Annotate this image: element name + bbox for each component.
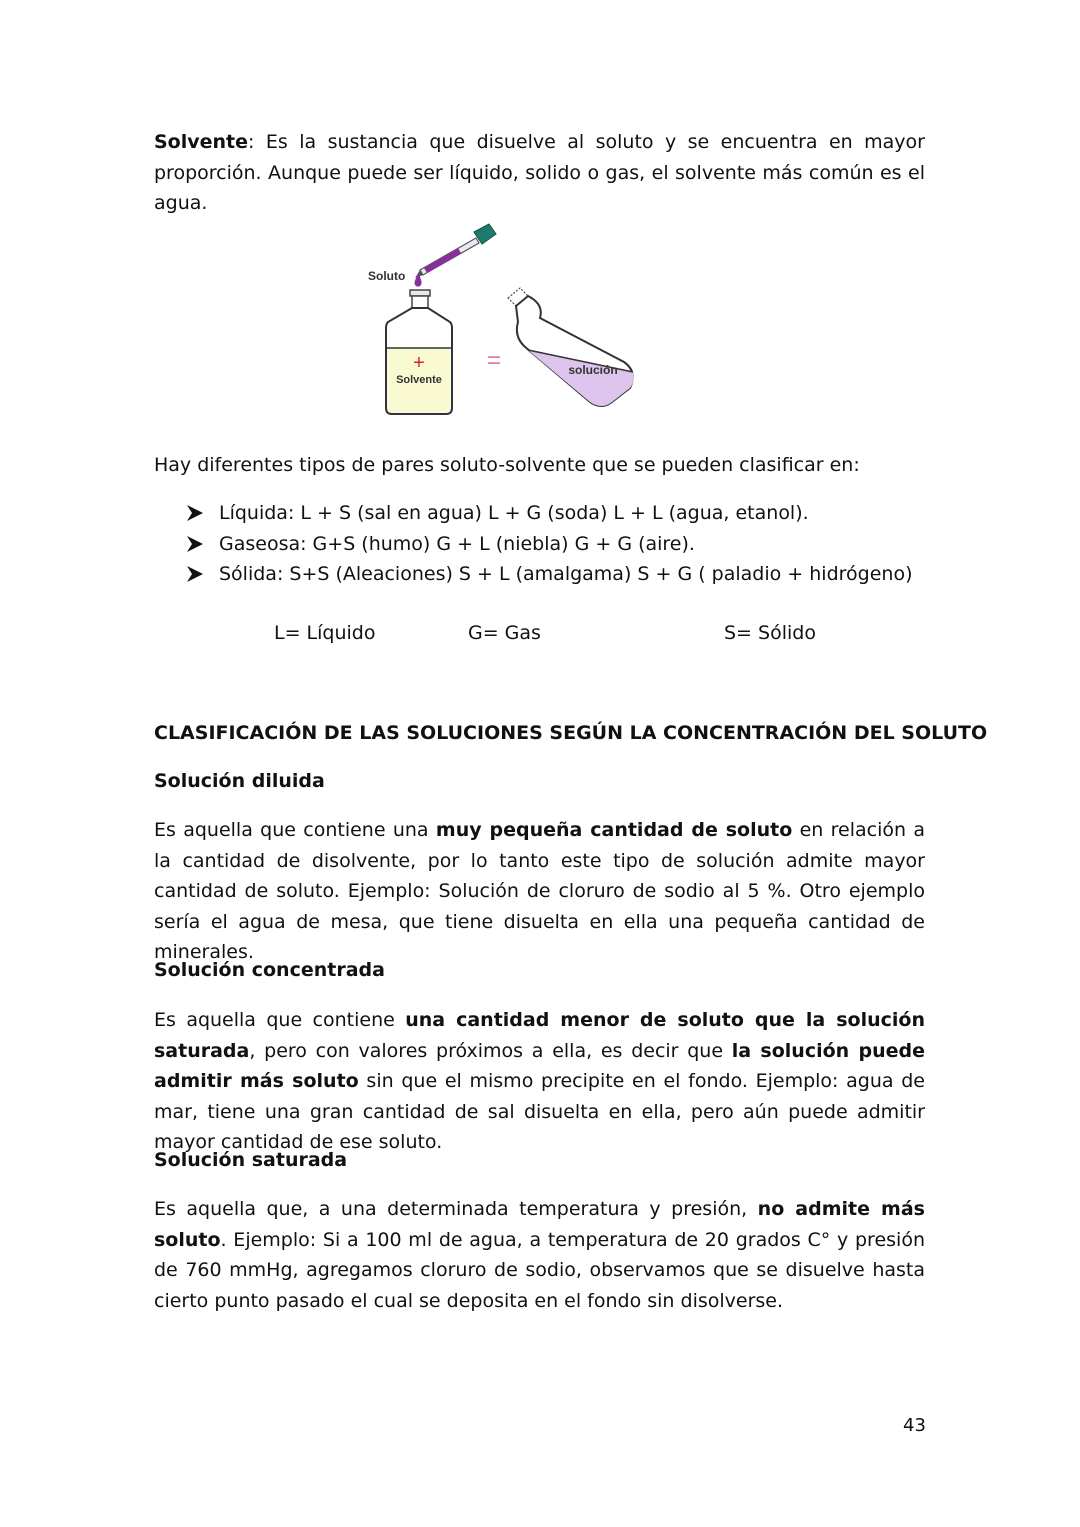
solution-illustration xyxy=(358,216,638,416)
arrowhead-bullet-icon xyxy=(186,565,204,583)
concentrada-text: sin que el mismo precipite en el fondo. Ejemplo: agua de mar, tiene una gran cantidad de sal disuelta en ella, pero aún puede admitir mayor cantidad de ese soluto. xyxy=(154,1070,925,1153)
concentrada-text: Es aquella que contiene xyxy=(154,1009,406,1031)
solution-diagram xyxy=(358,216,638,416)
solvente-bottle-label: Solvente xyxy=(396,374,442,386)
diluida-paragraph xyxy=(154,815,925,968)
page-number: 43 xyxy=(903,1415,926,1436)
arrowhead-bullet-icon xyxy=(186,535,204,553)
diluida-text: en relación a la cantidad de disolvente, por lo tanto este tipo de solución admite mayor cantidad de soluto. Ejemplo: Solución de cloruro de sodio al 5 %. Otro ejemplo sería el agua de mesa, que tiene disuelta en ella una pequeña cantidad de minerales. xyxy=(154,819,925,963)
tipo-gaseosa: Gaseosa: G+S (humo) G + L (niebla) G + G (aire). xyxy=(219,532,695,555)
arrowhead-bullet-icon xyxy=(186,504,204,522)
concentrada-heading: Solución concentrada xyxy=(154,959,385,981)
saturada-emphasis: no admite más soluto xyxy=(154,1198,925,1251)
solvente-definition-text: : Es la sustancia que disuelve al soluto y se encuentra en mayor proporción. Aunque puede ser líquido, solido o gas, el solvente más común es el agua. xyxy=(154,131,925,214)
list-item xyxy=(186,498,913,529)
diluida-heading: Solución diluida xyxy=(154,770,325,792)
list-item xyxy=(186,559,913,590)
saturada-heading: Solución saturada xyxy=(154,1149,348,1171)
dropper-icon xyxy=(415,224,496,278)
concentrada-emphasis: la solución puede admitir más soluto xyxy=(154,1039,925,1092)
saturada-text: . Ejemplo: Si a 100 ml de agua, a temperatura de 20 grados C° y presión de 760 mmHg, agregamos cloruro de sodio, observamos que se disuelve hasta cierto punto pasado el cual se deposita en el fondo sin disolverse. xyxy=(154,1228,925,1312)
section-title: CLASIFICACIÓN DE LAS SOLUCIONES SEGÚN LA CONCENTRACIÓN DEL SOLUTO xyxy=(154,722,988,744)
concentrada-emphasis: una cantidad menor de soluto que la solución saturada xyxy=(154,1009,925,1062)
concentrada-paragraph xyxy=(154,1005,925,1158)
solvente-definition xyxy=(154,127,925,219)
legend-solido: S= Sólido xyxy=(724,622,816,644)
equals-sign: = xyxy=(486,347,502,374)
tipos-list xyxy=(186,498,913,590)
tipo-liquida: Líquida: L + S (sal en agua) L + G (soda) L + L (agua, etanol). xyxy=(219,502,809,524)
legend-liquido: L= Líquido xyxy=(274,622,376,644)
solvente-term: Solvente xyxy=(154,131,249,153)
concentrada-text: , pero con valores próximos a ella, es decir que xyxy=(249,1039,732,1062)
saturada-text: Es aquella que, a una determinada temperatura y presión, xyxy=(154,1198,758,1220)
solution-bottle-icon xyxy=(508,288,634,406)
diluida-text: Es aquella que contiene una xyxy=(154,819,436,841)
tipos-intro: Hay diferentes tipos de pares soluto-solvente que se pueden clasificar en: xyxy=(154,454,860,476)
list-item xyxy=(186,529,913,560)
soluto-label: Soluto xyxy=(368,269,406,283)
diluida-emphasis: muy pequeña cantidad de soluto xyxy=(435,819,793,841)
legend-gas: G= Gas xyxy=(468,622,541,644)
tipo-solida: Sólida: S+S (Aleaciones) S + L (amalgama) S + G ( paladio + hidrógeno) xyxy=(219,563,913,585)
saturada-paragraph xyxy=(154,1194,925,1316)
plus-sign: + xyxy=(413,352,425,374)
solucion-label: solución xyxy=(568,363,618,377)
